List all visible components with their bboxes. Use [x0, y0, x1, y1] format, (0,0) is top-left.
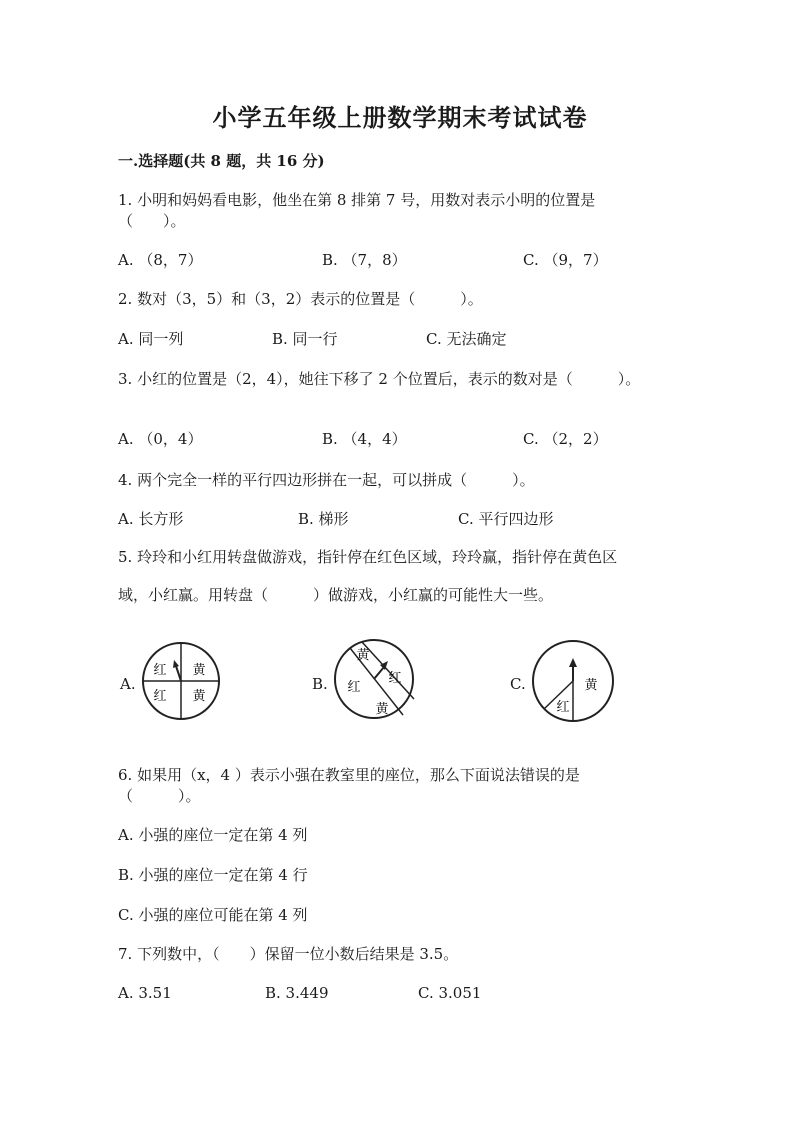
q3-option-c: C. （2，2）: [523, 430, 608, 448]
q3-option-b: B. （4，4）: [322, 430, 407, 448]
q4-option-b: B. 梯形: [298, 510, 349, 528]
spinner-a: [140, 640, 222, 722]
spinner-a-label: A.: [120, 675, 136, 693]
section-heading: 一.选择题(共 8 题，共 16 分): [118, 152, 325, 170]
spinner-a-yellow-top: 黄: [192, 663, 206, 678]
q6-stem-line1: 6. 如果用（x，4 ）表示小强在教室里的座位，那么下面说法错误的是: [118, 766, 580, 784]
spinner-a-red-bottom: 红: [153, 689, 167, 704]
q6-option-b: B. 小强的座位一定在第 4 行: [118, 866, 308, 884]
q1-option-a: A. （8，7）: [118, 251, 203, 269]
q2-option-b: B. 同一行: [272, 330, 338, 348]
spinner-b-yellow-top: 黄: [356, 648, 370, 663]
spinner-c-pointer-head: [569, 658, 577, 667]
spinner-a-yellow-bottom: 黄: [192, 689, 206, 704]
q5-stem-line1: 5. 玲玲和小红用转盘做游戏，指针停在红色区域，玲玲赢，指针停在黄色区: [118, 548, 618, 566]
spinner-b-yellow-bottom: 黄: [375, 702, 389, 717]
q4-stem: 4. 两个完全一样的平行四边形拼在一起，可以拼成（ ）。: [118, 471, 535, 489]
q4-option-a: A. 长方形: [118, 510, 184, 528]
spinner-c: [530, 638, 616, 724]
q6-option-c: C. 小强的座位可能在第 4 列: [118, 906, 308, 924]
q7-option-c: C. 3.051: [418, 984, 482, 1002]
spinner-c-label: C.: [510, 675, 526, 693]
spinner-c-yellow: 黄: [584, 678, 598, 693]
q1-stem-line1: 1. 小明和妈妈看电影，他坐在第 8 排第 7 号，用数对表示小明的位置是: [118, 191, 596, 209]
q3-stem: 3. 小红的位置是（2，4），她往下移了 2 个位置后，表示的数对是（ ）。: [118, 370, 641, 388]
q2-option-c: C. 无法确定: [426, 330, 507, 348]
spinner-b-red-left: 红: [347, 680, 361, 695]
page-title: 小学五年级上册数学期末考试试卷: [212, 103, 588, 132]
q6-option-a: A. 小强的座位一定在第 4 列: [118, 826, 308, 844]
q2-option-a: A. 同一列: [118, 330, 184, 348]
q7-stem: 7. 下列数中，（ ）保留一位小数后结果是 3.5。: [118, 945, 459, 963]
q7-option-a: A. 3.51: [118, 984, 172, 1002]
q4-option-c: C. 平行四边形: [458, 510, 554, 528]
spinner-b-pointer: [374, 667, 384, 679]
q1-option-b: B. （7，8）: [322, 251, 407, 269]
q5-stem-line2: 域，小红赢。用转盘（ ）做游戏，小红赢的可能性大一些。: [118, 586, 554, 604]
spinner-b-red-right: 红: [388, 671, 402, 686]
spinner-b-label: B.: [312, 675, 328, 693]
spinner-c-red: 红: [556, 700, 570, 715]
spinner-b: [332, 637, 416, 721]
q1-stem-line2: （ ）。: [118, 212, 186, 230]
spinner-a-pointer-head: [173, 660, 179, 668]
q1-option-c: C. （9，7）: [523, 251, 608, 269]
q2-stem: 2. 数对（3，5）和（3，2）表示的位置是（ ）。: [118, 290, 483, 308]
q3-option-a: A. （0，4）: [118, 430, 203, 448]
q7-option-b: B. 3.449: [265, 984, 329, 1002]
spinner-a-red-top: 红: [153, 663, 167, 678]
q6-stem-line2: （ ）。: [118, 787, 201, 805]
